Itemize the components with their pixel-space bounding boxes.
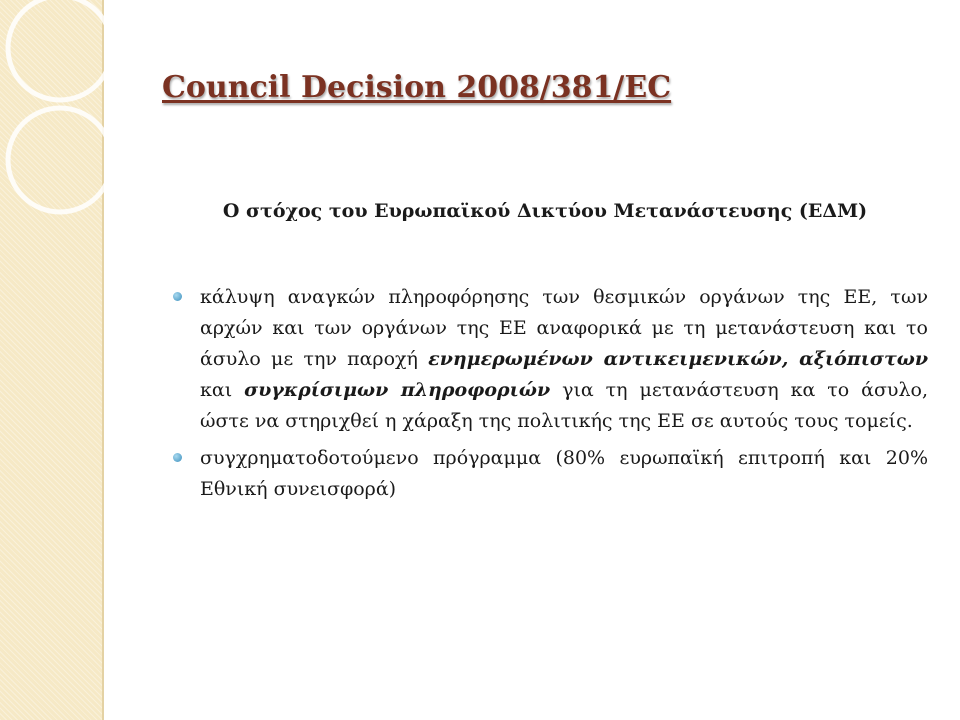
decorative-circles <box>0 0 140 240</box>
bullet-emphasis: συγκρίσιμων πληροφοριών <box>244 379 551 401</box>
slide-subtitle: Ο στόχος του Ευρωπαϊκού Δικτύου Μετανάστευσης (ΕΔΜ) <box>222 200 868 222</box>
bullet-item-objective <box>200 282 928 437</box>
bullet-item-funding <box>200 443 928 505</box>
bullet-list <box>200 282 928 505</box>
bullet-text: και <box>200 379 245 401</box>
bullet-text: για τη μετανάστευση κα το άσυλο, ώστε να στηριχθεί η χάραξη της πολιτικής της ΕΕ σε αυτούς τους τομείς. <box>200 379 929 432</box>
bullet-dot-icon <box>173 453 182 462</box>
bullet-dot-icon <box>173 292 182 301</box>
bullet-emphasis: ενημερωμένων αντικειμενικών, αξιόπιστων <box>428 348 928 370</box>
bullet-text: κάλυψη αναγκών πληροφόρησης των θεσμικών οργάνων της ΕΕ, των αρχών και των οργάνων της ΕΕ αναφορικά με τη μετανάστευση και το άσυλο με την παροχή <box>200 286 928 370</box>
slide-title: Council Decision 2008/381/EC <box>162 70 672 105</box>
bullet-text: συγχρηματοδοτούμενο πρόγραμμα (80% ευρωπαϊκή επιτροπή και 20% Εθνική συνεισφορά) <box>200 447 928 500</box>
